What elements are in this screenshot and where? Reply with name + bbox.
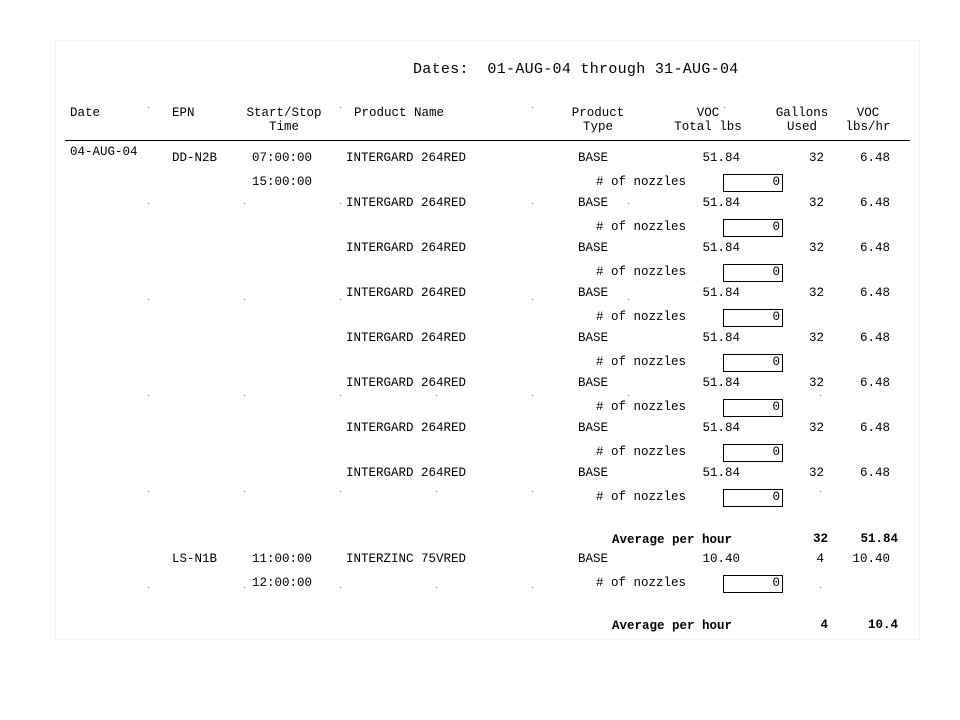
nozzles-field: 0: [723, 575, 783, 593]
voc-total: 51.84: [702, 286, 740, 300]
scan-dot: [436, 587, 437, 588]
nozzles-field: 0: [723, 309, 783, 327]
product-type: BASE: [578, 466, 609, 480]
average-voc: 10.4: [867, 618, 898, 632]
nozzles-label: # of nozzles: [596, 400, 687, 414]
group-epn: DD-N2B: [172, 151, 218, 165]
scan-dot: [628, 203, 629, 204]
gallons-used: 32: [808, 151, 824, 165]
product-name: INTERGARD 264RED: [346, 331, 467, 345]
gallons-used: 32: [808, 196, 824, 210]
group-date: 04-AUG-04: [70, 145, 138, 159]
voc-total: 51.84: [702, 466, 740, 480]
product-name: INTERGARD 264RED: [346, 151, 467, 165]
header-voc-total: VOC: [696, 106, 720, 120]
voc-rate: 6.48: [859, 331, 890, 345]
nozzles-field: 0: [723, 489, 783, 507]
header-time: Time: [268, 120, 299, 134]
header-lbs-hr: lbs/hr: [845, 120, 891, 134]
voc-total: 51.84: [702, 376, 740, 390]
scan-dot: [820, 491, 821, 492]
average-gallons: 32: [812, 532, 828, 546]
group-stop-time: 15:00:00: [252, 175, 313, 189]
scan-dot: [340, 491, 341, 492]
scan-dot: [340, 395, 341, 396]
average-gallons: 4: [820, 618, 828, 632]
voc-rate: 6.48: [859, 196, 890, 210]
nozzles-label: # of nozzles: [596, 355, 687, 369]
voc-total: 51.84: [702, 331, 740, 345]
product-type: BASE: [578, 421, 609, 435]
product-type: BASE: [578, 552, 609, 566]
product-name: INTERGARD 264RED: [346, 196, 467, 210]
gallons-used: 32: [808, 466, 824, 480]
voc-rate: 6.48: [859, 241, 890, 255]
scan-dot: [148, 395, 149, 396]
nozzles-label: # of nozzles: [596, 175, 687, 189]
scan-dot: [244, 587, 245, 588]
scan-dot: [148, 491, 149, 492]
nozzles-field: 0: [723, 399, 783, 417]
scan-dot: [532, 491, 533, 492]
group-stop-time: 12:00:00: [252, 576, 313, 590]
header-product-type: Product: [571, 106, 625, 120]
nozzles-label: # of nozzles: [596, 445, 687, 459]
group-start-time: 11:00:00: [252, 552, 313, 566]
scan-dot: [148, 587, 149, 588]
gallons-used: 32: [808, 331, 824, 345]
group-start-time: 07:00:00: [252, 151, 313, 165]
nozzles-field: 0: [723, 444, 783, 462]
product-type: BASE: [578, 286, 609, 300]
header-date: Date: [70, 106, 101, 120]
voc-total: 51.84: [702, 421, 740, 435]
gallons-used: 32: [808, 376, 824, 390]
scan-dot: [340, 203, 341, 204]
nozzles-field: 0: [723, 354, 783, 372]
group-epn: LS-N1B: [172, 552, 218, 566]
report-title: Dates: 01-AUG-04 through 31-AUG-04: [413, 61, 739, 78]
average-label: Average per hour: [612, 533, 733, 547]
header-voc-rate: VOC: [856, 106, 880, 120]
scan-dot: [532, 203, 533, 204]
product-name: INTERGARD 264RED: [346, 286, 467, 300]
product-type: BASE: [578, 151, 609, 165]
gallons-used: 4: [816, 552, 824, 566]
voc-rate: 6.48: [859, 151, 890, 165]
nozzles-field: 0: [723, 174, 783, 192]
product-name: INTERGARD 264RED: [346, 421, 467, 435]
voc-rate: 6.48: [859, 376, 890, 390]
nozzles-label: # of nozzles: [596, 265, 687, 279]
product-name: INTERGARD 264RED: [346, 466, 467, 480]
scan-dot: [244, 203, 245, 204]
average-label: Average per hour: [612, 619, 733, 633]
nozzles-field: 0: [723, 219, 783, 237]
voc-rate: 6.48: [859, 286, 890, 300]
scan-dot: [244, 299, 245, 300]
scan-dot: [148, 203, 149, 204]
nozzles-label: # of nozzles: [596, 576, 687, 590]
header-product-name: Product Name: [354, 106, 445, 120]
scan-dot: [532, 299, 533, 300]
nozzles-field: 0: [723, 264, 783, 282]
header-used: Used: [786, 120, 817, 134]
gallons-used: 32: [808, 286, 824, 300]
header-epn: EPN: [172, 106, 195, 120]
voc-rate: 6.48: [859, 421, 890, 435]
product-type: BASE: [578, 196, 609, 210]
voc-rate: 6.48: [859, 466, 890, 480]
header-total-lbs: Total lbs: [674, 120, 742, 134]
voc-total: 51.84: [702, 151, 740, 165]
nozzles-label: # of nozzles: [596, 220, 687, 234]
scan-dot: [628, 395, 629, 396]
product-name: INTERGARD 264RED: [346, 241, 467, 255]
scan-dot: [436, 395, 437, 396]
scan-dot: [340, 299, 341, 300]
scan-dot: [532, 395, 533, 396]
scan-dot: [436, 491, 437, 492]
scan-dot: [244, 395, 245, 396]
scan-dot: [148, 107, 149, 108]
nozzles-label: # of nozzles: [596, 310, 687, 324]
product-name: INTERGARD 264RED: [346, 376, 467, 390]
average-voc: 51.84: [860, 532, 898, 546]
product-type: BASE: [578, 241, 609, 255]
product-type: BASE: [578, 331, 609, 345]
scan-dot: [532, 587, 533, 588]
scan-dot: [340, 107, 341, 108]
voc-rate: 10.40: [852, 552, 890, 566]
scan-dot: [244, 491, 245, 492]
scan-dot: [820, 587, 821, 588]
product-type: BASE: [578, 376, 609, 390]
scan-dot: [532, 107, 533, 108]
gallons-used: 32: [808, 241, 824, 255]
scan-dot: [340, 587, 341, 588]
scan-dot: [820, 395, 821, 396]
header-gallons: Gallons: [775, 106, 829, 120]
header-start-stop: Start/Stop: [246, 106, 322, 120]
scan-dot: [724, 107, 725, 108]
header-type: Type: [582, 120, 613, 134]
product-name: INTERZINC 75VRED: [346, 552, 467, 566]
voc-total: 10.40: [702, 552, 740, 566]
voc-total: 51.84: [702, 196, 740, 210]
nozzles-label: # of nozzles: [596, 490, 687, 504]
scan-dot: [148, 299, 149, 300]
header-rule: [65, 140, 910, 141]
gallons-used: 32: [808, 421, 824, 435]
voc-total: 51.84: [702, 241, 740, 255]
scan-dot: [628, 299, 629, 300]
